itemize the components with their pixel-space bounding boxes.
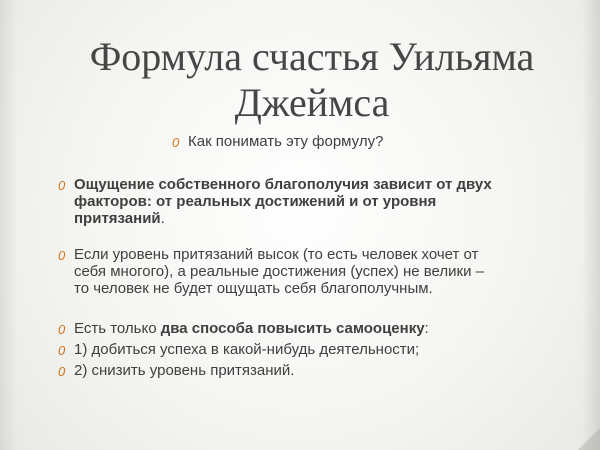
left-page-shadow: [0, 0, 18, 450]
subtitle-bullet-marker: 0: [172, 135, 180, 150]
subtitle-text: Как понимать эту формулу?: [188, 133, 384, 150]
bullet-marker-5: 0: [58, 364, 66, 379]
bullet-text-5: 2) снизить уровень притязаний.: [74, 362, 295, 379]
bullet-2-line-2: себя многого), а реальные достижения (успех) не велики –: [74, 263, 484, 280]
page-curl-icon: [578, 428, 600, 450]
bullet-text-2: [74, 246, 548, 297]
bullet-item-5: [58, 362, 548, 379]
bullet-text-1: [74, 176, 548, 227]
bullet-item-4: [58, 341, 548, 358]
right-page-edge: [582, 0, 600, 450]
bullet-item-1: [58, 176, 548, 227]
bullet-3-prefix: Есть только: [74, 320, 161, 337]
bullet-item-3: [58, 320, 548, 337]
bullet-marker-4: 0: [58, 343, 66, 358]
bullet-text-3: [74, 320, 548, 337]
bullet-3-bold-text: два способа повысить самооценку: [160, 320, 425, 337]
bullet-1-period: .: [160, 210, 165, 227]
bullet-1-line-2: факторов: от реальных достижений и от уровня: [74, 193, 437, 210]
subtitle-item: [172, 132, 488, 151]
bullet-2-line-1: Если уровень притязаний высок (то есть человек хочет от: [74, 246, 479, 263]
bullet-marker-1: 0: [58, 178, 66, 193]
bullet-marker-2: 0: [58, 248, 66, 263]
bullet-text-4: 1) добиться успеха в какой-нибудь деятельности;: [74, 341, 420, 358]
slide-title: [72, 34, 552, 126]
slide-title-line-1: Формула счастья Уильяма: [89, 34, 535, 79]
bullet-1-line-1: Ощущение собственного благополучия зависит от двух: [74, 176, 492, 193]
bullet-marker-3: 0: [58, 322, 66, 337]
bullet-3-suffix: :: [424, 320, 429, 337]
bullet-item-2: [58, 246, 548, 297]
slide-title-line-2: Джеймса: [234, 80, 390, 125]
bullet-2-line-3: то человек не будет ощущать себя благополучным.: [74, 280, 433, 297]
bullet-1-line-3: притязаний: [74, 210, 161, 227]
